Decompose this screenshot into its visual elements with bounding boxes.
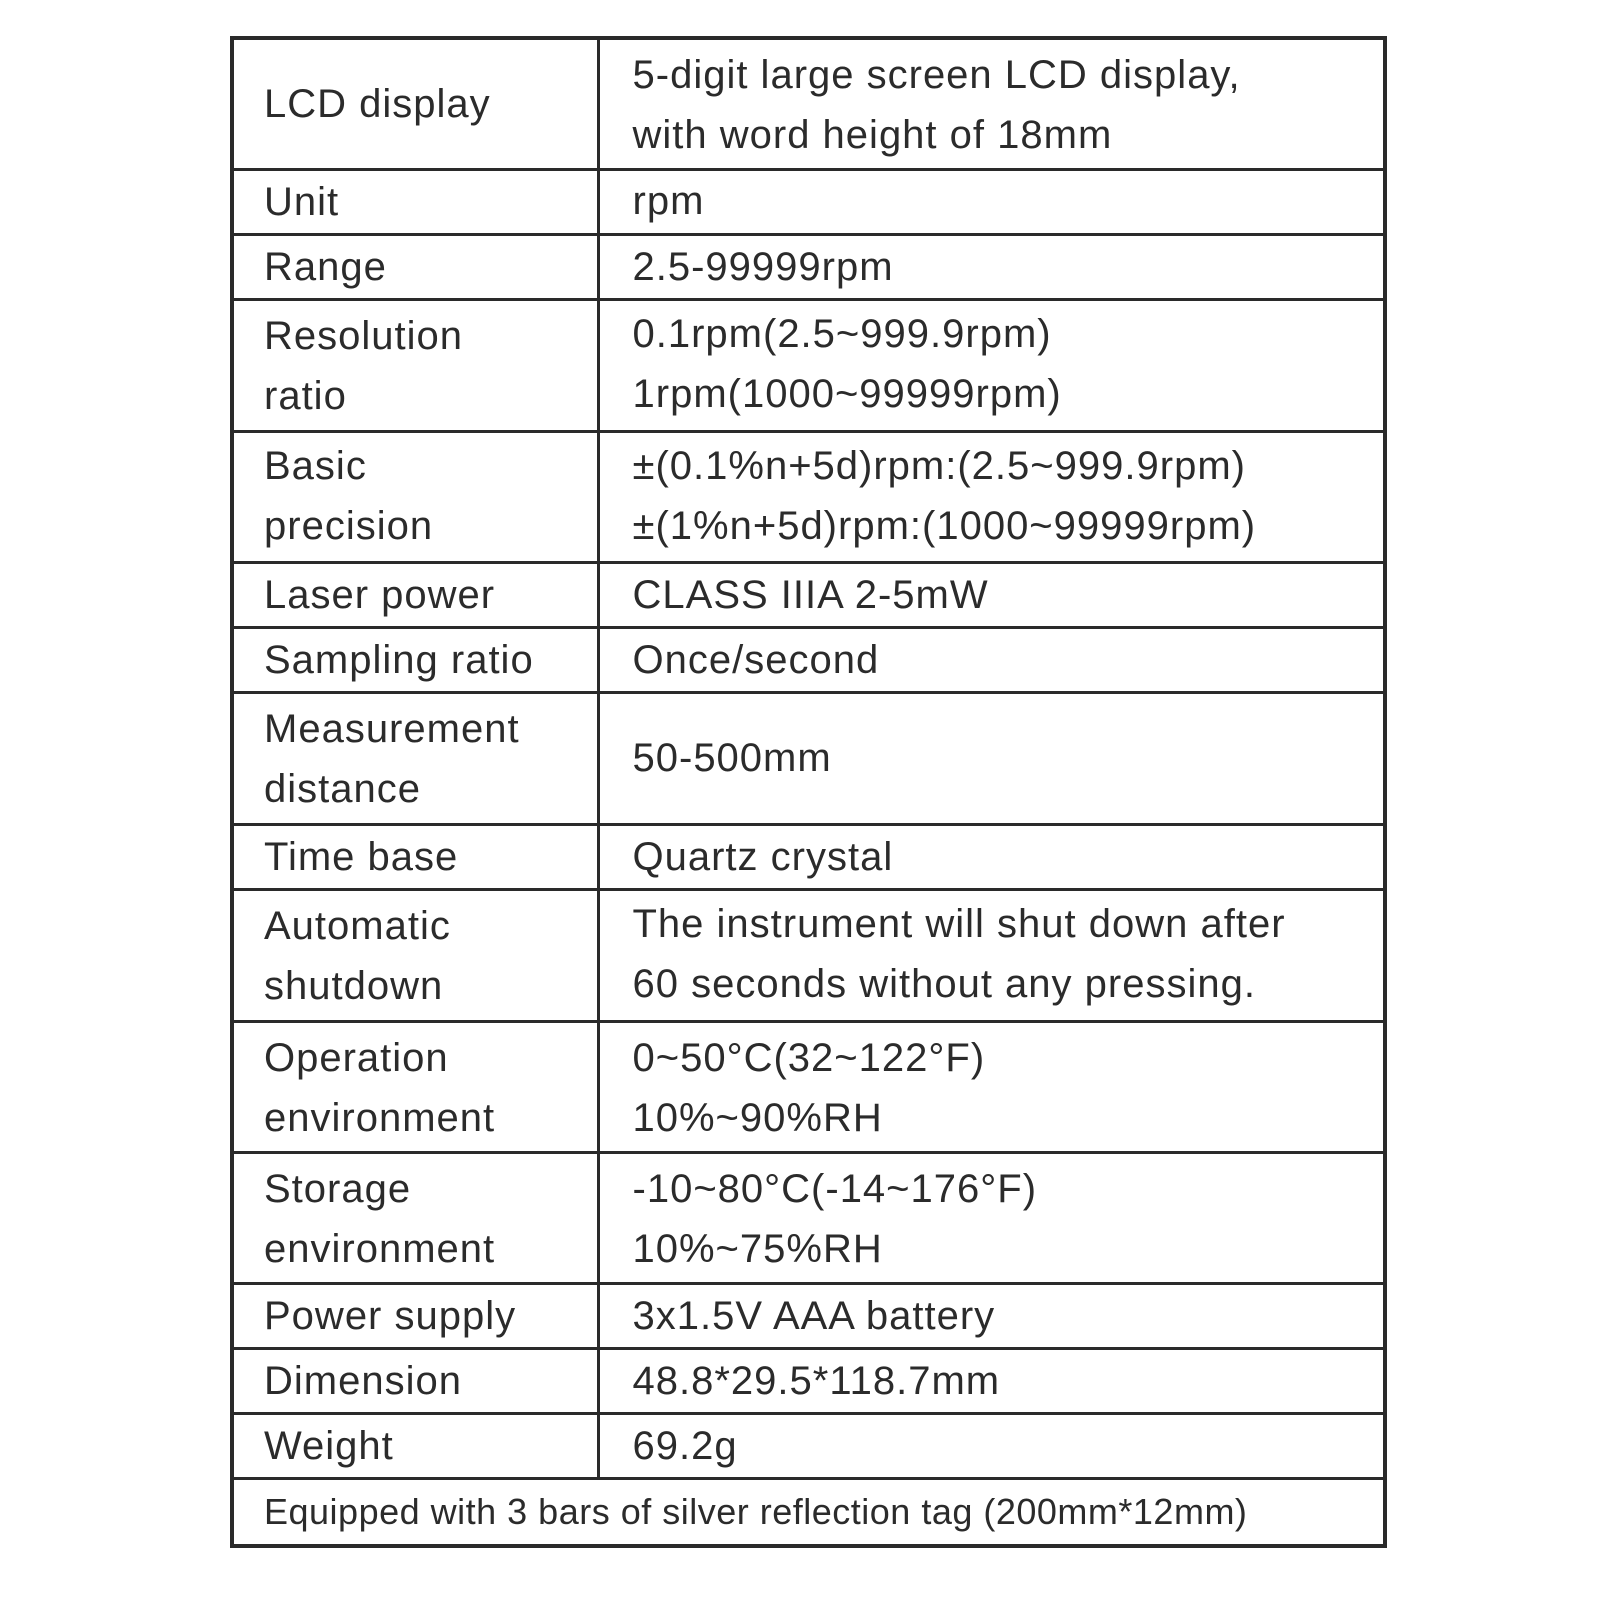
spec-label: Power supply [232,1283,598,1348]
table-row [232,1021,1385,1152]
spec-label: Measurement distance [232,692,598,824]
spec-label: Operation environment [232,1021,598,1152]
spec-table-body [232,38,1385,1546]
spec-label: Weight [232,1413,598,1478]
accessory-note: Equipped with 3 bars of silver reflection tag (200mm*12mm) [232,1478,1385,1546]
spec-value: The instrument will shut down after 60 seconds without any pressing. [598,889,1385,1021]
spec-value: -10~80°C(-14~176°F) 10%~75%RH [598,1152,1385,1283]
spec-table [230,36,1387,1548]
table-row [232,562,1385,627]
spec-value: 5-digit large screen LCD display, with word height of 18mm [598,38,1385,169]
spec-value: 2.5-99999rpm [598,234,1385,299]
table-row [232,169,1385,234]
spec-value: rpm [598,169,1385,234]
spec-value: CLASS IIIA 2-5mW [598,562,1385,627]
table-row [232,299,1385,431]
spec-label: Time base [232,824,598,889]
table-row [232,234,1385,299]
spec-label: Dimension [232,1348,598,1413]
spec-value: 0~50°C(32~122°F) 10%~90%RH [598,1021,1385,1152]
spec-label: Storage environment [232,1152,598,1283]
table-row [232,889,1385,1021]
spec-value: 50-500mm [598,692,1385,824]
spec-label: Range [232,234,598,299]
table-row [232,1413,1385,1478]
spec-label: LCD display [232,38,598,169]
spec-value: 3x1.5V AAA battery [598,1283,1385,1348]
spec-label: Basic precision [232,431,598,562]
spec-label: Resolution ratio [232,299,598,431]
table-row [232,38,1385,169]
spec-value: 69.2g [598,1413,1385,1478]
table-row [232,627,1385,692]
spec-label: Unit [232,169,598,234]
spec-label: Sampling ratio [232,627,598,692]
spec-value: ±(0.1%n+5d)rpm:(2.5~999.9rpm) ±(1%n+5d)rpm:(1000~99999rpm) [598,431,1385,562]
table-row [232,692,1385,824]
spec-value: 48.8*29.5*118.7mm [598,1348,1385,1413]
table-row [232,1152,1385,1283]
table-row [232,824,1385,889]
table-row [232,1348,1385,1413]
spec-label: Automatic shutdown [232,889,598,1021]
spec-value: Quartz crystal [598,824,1385,889]
table-row [232,431,1385,562]
table-row [232,1283,1385,1348]
spec-label: Laser power [232,562,598,627]
table-footer-row [232,1478,1385,1546]
spec-value: Once/second [598,627,1385,692]
spec-value: 0.1rpm(2.5~999.9rpm) 1rpm(1000~99999rpm) [598,299,1385,431]
